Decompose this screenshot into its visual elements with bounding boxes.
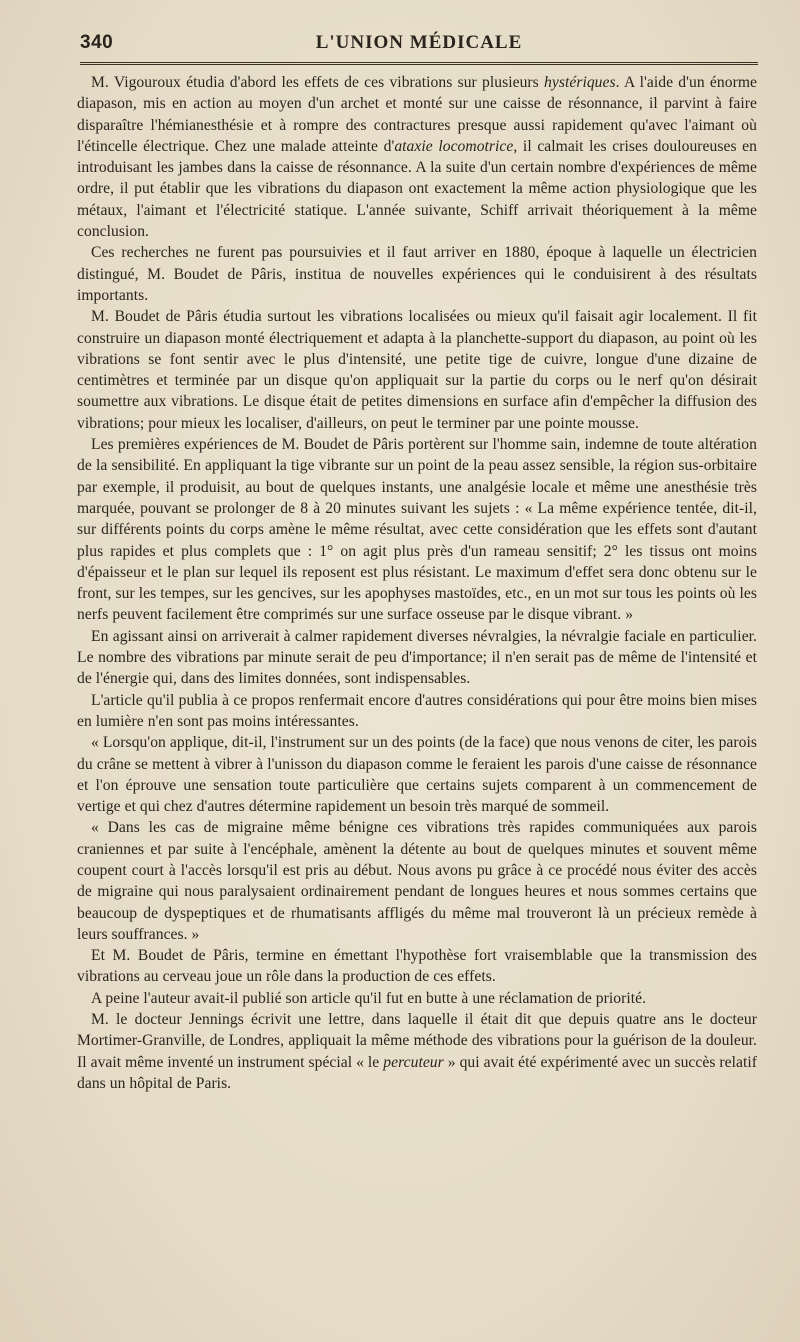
italic-term: percuteur bbox=[383, 1053, 444, 1071]
text-run: Ces recherches ne furent pas poursuivies et il faut arriver en 1880, époque à laquelle un électricien distingué, M. Boudet de Pâris, institua de nouvelles expériences qui le conduisirent à des résultats importants. bbox=[77, 244, 757, 304]
paragraph bbox=[77, 306, 757, 434]
paragraph bbox=[77, 434, 757, 626]
text-run: Les premières expériences de M. Boudet de Pâris portèrent sur l'homme sain, indemne de toute altération de la sensibilité. En appliquant la tige vibrante sur un point de la peau assez sensible, la région sus-orbitaire par exemple, il produisit, au bout de quelques instants, une analgésie locale et même une anesthésie très marquée, pouvant se prolonger de 8 à 20 minutes suivant les sujets : « La même expérience tentée, dit-il, sur différents points du corps amène le même résultat, avec cette considération que les effets sont d'autant plus rapides et plus complets que : 1° on agit plus près d'un rameau sensitif; 2° les tissus ont moins d'épaisseur et le plan sur lequel ils reposent est plus résistant. Le maximum d'effet sera donc obtenu sur le front, sur les tempes, sur les gencives, sur les apophyses mastoïdes, etc., en un mot sur tous les points où les nerfs peuvent facilement être comprimés sur une surface osseuse par le disque vibrant. » bbox=[77, 436, 757, 624]
header-rule bbox=[80, 62, 758, 65]
text-run: M. Boudet de Pâris étudia surtout les vibrations localisées ou mieux qu'il faisait agir localement. Il fit construire un diapason monté électriquement et adapta à la planchette-support du diapason, au point où les vibrations se font sentir avec le plus d'intensité, une petite tige de cuivre, longue d'une dizaine de centimètres et terminée par un disque qu'on appliquait sur la partie du corps ou le nerf qu'on désirait soumettre aux vibrations. Le disque était de petites dimensions en surface afin d'empêcher la diffusion des vibrations; pour mieux les localiser, d'ailleurs, on peut le terminer par une pointe mousse. bbox=[77, 308, 757, 432]
paragraph bbox=[77, 945, 757, 988]
running-title: L'UNION MÉDICALE bbox=[315, 32, 523, 53]
text-run: « Lorsqu'on applique, dit-il, l'instrument sur un des points (de la face) que nous venons de citer, les parois du crâne se mettent à vibrer à l'unisson du diapason comme le feraient les parois d'une caisse de résonnance et l'on éprouve une sensation toute particulière que certains sujets comparent à un commencement de vertige et qui chez d'autres détermine rapidement un besoin très marqué de sommeil. bbox=[77, 734, 757, 816]
paragraph bbox=[77, 1009, 757, 1094]
paragraph bbox=[77, 72, 757, 242]
paragraph bbox=[77, 626, 757, 690]
italic-term: hystériques bbox=[544, 74, 616, 91]
text-run: A peine l'auteur avait-il publié son article qu'il fut en butte à une réclamation de priorité. bbox=[91, 989, 647, 1007]
paragraph bbox=[77, 988, 757, 1009]
text-run: M. Vigouroux étudia d'abord les effets de ces vibrations sur plusieurs bbox=[91, 74, 545, 91]
text-run: . A l'aide d'un énorme diapason, mis en action au moyen d'un archet et monté sur une caisse de résonnance, il parvint à faire disparaître l'hémianesthésie et à rompre des contractures presque aussi rapidement qu'avec l'aimant où l'étincelle électrique. Chez une malade atteinte d' bbox=[77, 74, 757, 155]
body-text bbox=[77, 72, 757, 1094]
page-header bbox=[80, 30, 758, 64]
page-number: 340 bbox=[80, 32, 114, 53]
text-run: En agissant ainsi on arriverait à calmer rapidement diverses névralgies, la névralgie faciale en particulier. Le nombre des vibrations par minute serait de peu d'importance; il n'en serait pas de même de l'intensité et de l'énergie qui, dans des limites données, sont indispensables. bbox=[77, 627, 757, 688]
text-run: L'article qu'il publia à ce propos renfermait encore d'autres considérations qui pour être moins bien mises en lumière n'en sont pas moins intéressantes. bbox=[77, 691, 757, 730]
paragraph bbox=[77, 690, 757, 733]
text-run: « Dans les cas de migraine même bénigne ces vibrations très rapides communiquées aux parois craniennes et par suite à l'encéphale, amènent la détente au bout de quelques minutes et souvent même coupent court à l'accès lorsqu'il est pris au début. Nous avons pu grâce à ce procédé nous éviter des accès de migraine qui nous paralysaient ordinairement pendant de longues heures et nous sommes certains que beaucoup de dyspeptiques et de rhumatisants affligés du même mal trouveront là un précieux remède à leurs souffrances. » bbox=[77, 819, 757, 943]
paragraph bbox=[77, 732, 757, 817]
paragraph bbox=[77, 242, 757, 306]
paragraph bbox=[77, 817, 757, 945]
text-run: Et M. Boudet de Pâris, termine en émettant l'hypothèse fort vraisemblable que la transmission des vibrations au cerveau joue un rôle dans la production de ces effets. bbox=[77, 947, 757, 986]
text-run: , il calmait les crises douloureuses en introduisant les jambes dans la caisse de résonnance. A la suite d'un certain nombre d'expériences de même ordre, il put établir que les vibrations du diapason ont exactement la même action physiologique que les métaux, l'aimant et l'électricité statique. L'année suivante, Schiff arrivait théoriquement à la même conclusion. bbox=[77, 137, 757, 241]
text-run: M. le docteur Jennings écrivit une lettre, dans laquelle il était dit que depuis quatre ans le docteur Mortimer-Granville, de Londres, appliquait la même méthode des vibrations pour la guérison de la douleur. Il avait même inventé un instrument spécial « le bbox=[77, 1011, 757, 1071]
italic-term: ataxie locomotrice bbox=[394, 137, 514, 155]
text-run: » qui avait été expérimenté avec un succès relatif dans un hôpital de Paris. bbox=[77, 1053, 757, 1092]
